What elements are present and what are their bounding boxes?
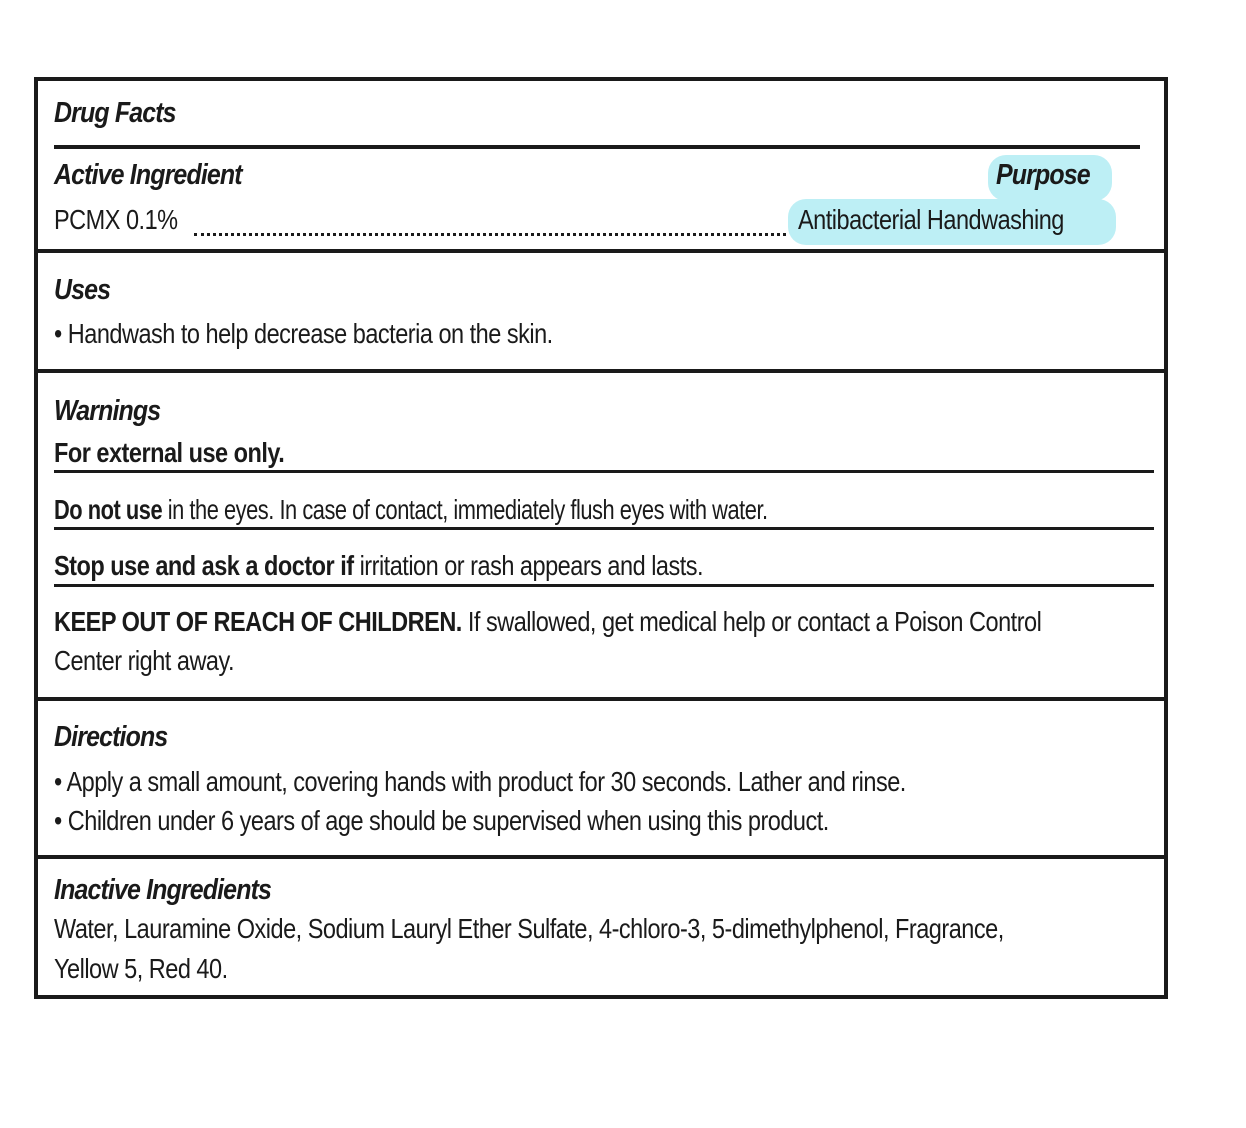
drug-facts-title: Drug Facts xyxy=(54,97,176,129)
directions-heading: Directions xyxy=(54,721,168,753)
stop-use-line xyxy=(54,550,703,582)
warnings-rule-3 xyxy=(54,584,1154,587)
uses-item-1: • Handwash to help decrease bacteria on the skin. xyxy=(54,318,553,349)
active-ingredient-heading: Active Ingredient xyxy=(54,159,242,191)
stop-use-label: Stop use and ask a doctor if xyxy=(54,550,354,581)
divider-warnings-directions xyxy=(38,697,1164,701)
uses-heading: Uses xyxy=(54,274,111,306)
dot-leader xyxy=(194,233,786,236)
do-not-use-text: in the eyes. In case of contact, immediately flush eyes with water. xyxy=(162,494,768,525)
warnings-rule-2 xyxy=(54,527,1154,530)
drug-facts-panel xyxy=(34,77,1168,999)
directions-item-1: • Apply a small amount, covering hands with product for 30 seconds. Lather and rinse. xyxy=(54,766,906,797)
inactive-ingredients-line-1: Water, Lauramine Oxide, Sodium Lauryl Ether Sulfate, 4-chloro-3, 5-dimethylphenol, Fragrance, xyxy=(54,913,1004,944)
warnings-rule-1 xyxy=(54,470,1154,473)
inactive-ingredients-line-2: Yellow 5, Red 40. xyxy=(54,953,228,984)
title-rule xyxy=(54,145,1140,149)
directions-item-2: • Children under 6 years of age should be supervised when using this product. xyxy=(54,805,829,836)
divider-directions-inactive xyxy=(38,855,1164,859)
stop-use-text: irritation or rash appears and lasts. xyxy=(353,550,704,581)
keep-out-text: If swallowed, get medical help or contact a Poison Control xyxy=(461,606,1042,637)
purpose-heading: Purpose xyxy=(996,159,1090,191)
divider-uses-warnings xyxy=(38,369,1164,373)
active-ingredient-name: PCMX 0.1% xyxy=(54,204,178,235)
inactive-ingredients-heading: Inactive Ingredients xyxy=(54,874,272,906)
external-use-warning: For external use only. xyxy=(54,437,285,468)
do-not-use-label: Do not use xyxy=(54,494,163,525)
do-not-use-line xyxy=(54,494,768,526)
warnings-heading: Warnings xyxy=(54,395,161,427)
purpose-value: Antibacterial Handwashing xyxy=(798,204,1064,235)
divider-active-uses xyxy=(38,249,1164,253)
keep-out-line-2: Center right away. xyxy=(54,645,235,676)
keep-out-label: KEEP OUT OF REACH OF CHILDREN. xyxy=(54,606,462,637)
keep-out-line-1 xyxy=(54,606,1041,638)
